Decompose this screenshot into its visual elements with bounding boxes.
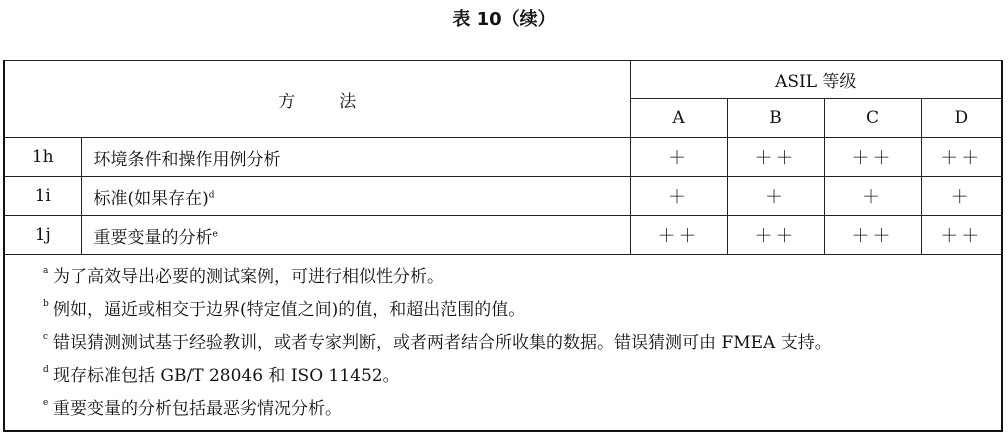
methods-table [3,60,1003,432]
method-header [4,61,630,138]
method-id: 1j [4,216,81,255]
footnote-ref: d [208,189,215,200]
method-name [81,216,630,255]
footnote [43,261,1001,294]
footnote-mark: e [43,398,49,408]
footnote [43,294,1001,327]
footnote-text: 例如，逼近或相交于边界(特定值之间)的值，和超出范围的值。 [53,300,526,320]
method-name-text: 标准(如果存在) [93,188,209,209]
method-id: 1i [4,177,81,216]
table-row [4,138,1002,177]
method-name [81,177,630,216]
table-row [4,216,1002,255]
grade-a-header: A [630,99,727,138]
footnote-text: 为了高效导出必要的测试案例，可进行相似性分析。 [53,267,444,287]
footnote-text: 现存标准包括 GB/T 28046 和 ISO 11452。 [53,366,400,386]
rating-d: ＋＋ [921,216,1002,255]
footnote-mark: c [43,332,49,342]
rating-c: ＋ [824,177,921,216]
method-name-text: 环境条件和操作用例分析 [93,149,281,170]
rating-b: ＋ [727,177,824,216]
rating-a: ＋ [630,177,727,216]
table-caption: 表 10（续） [452,9,556,30]
rating-a: ＋＋ [630,216,727,255]
footnote-ref: e [212,228,218,239]
rating-c: ＋＋ [824,138,921,177]
table-row [4,177,1002,216]
method-id: 1h [4,138,81,177]
grade-d-header: D [921,99,1002,138]
method-header-char-2: 法 [339,91,357,112]
rating-d: ＋＋ [921,138,1002,177]
asil-header: ASIL 等级 [630,61,1002,99]
footnote [43,327,1001,360]
footnote-text: 重要变量的分析包括最恶劣情况分析。 [53,399,342,419]
footnote-text: 错误猜测测试基于经验教训，或者专家判断，或者两者结合所收集的数据。错误猜测可由 FMEA 支持。 [53,333,832,353]
footnote-mark: a [43,266,49,276]
footnotes [4,255,1002,431]
footnote-mark: b [43,299,49,309]
rating-b: ＋＋ [727,138,824,177]
footnote [43,393,1001,426]
grade-b-header: B [727,99,824,138]
method-header-char-1: 方 [278,91,296,112]
rating-a: ＋ [630,138,727,177]
method-name [81,138,630,177]
footnote-mark: d [43,365,49,375]
rating-d: ＋ [921,177,1002,216]
rating-b: ＋＋ [727,216,824,255]
method-name-text: 重要变量的分析 [93,227,213,248]
footnote [43,360,1001,393]
rating-c: ＋＋ [824,216,921,255]
grade-c-header: C [824,99,921,138]
